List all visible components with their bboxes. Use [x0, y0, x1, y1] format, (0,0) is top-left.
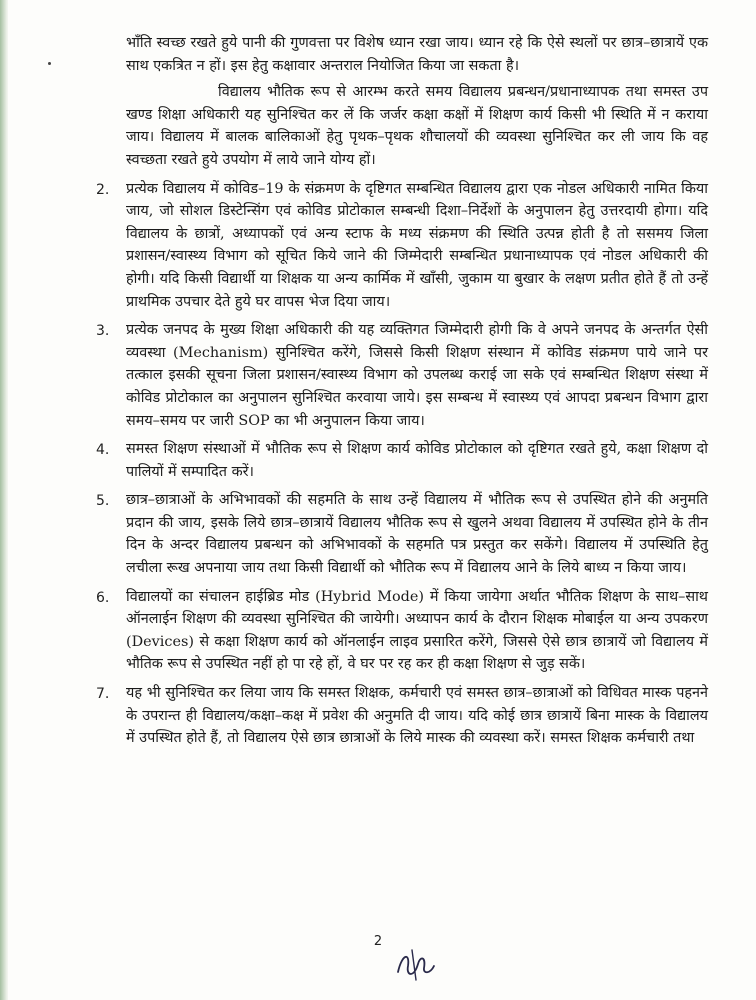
item-text: प्रत्येक विद्यालय में कोविड–19 के संक्रमण के दृष्टिगत सम्बन्धित विद्यालय द्वारा एक नोडल अधिकारी नामित किया जाय, जो सोशल डिस्टेन्सिंग एवं कोविड प्रोटोकाल सम्बन्धी दिशा–निर्देशों के अनुपालन हेतु उत्तरदायी होगा। यदि विद्यालय के छात्रों, अध्यापकों एवं अन्य स्टाफ के मध्य संक्रमण की स्थिति उत्पन्न होती है तो ससमय जिला प्रशासन/स्वास्थ्य विभाग को सूचित किये जाने की जिम्मेदारी सम्बन्धित प्रधानाध्यापक एवं नोडल अधिकारी की होगी। यदि किसी विद्यार्थी या शिक्षक या अन्य कार्मिक में खाँसी, जुकाम या बुखार के लक्षण प्रतीत होते हैं तो उन्हें प्राथमिक उपचार देते हुये घर वापस भेज दिया जाय। [126, 180, 708, 310]
page-edge-stain [0, 0, 8, 1000]
intro-paragraph-2: विद्यालय भौतिक रूप से आरम्भ करते समय विद्यालय प्रबन्धन/प्रधानाध्यापक तथा समस्त उप खण्ड शिक्षा अधिकारी यह सुनिश्चित कर लें कि जर्जर कक्षा कक्षों में शिक्षण कार्य किसी भी स्थिति में न कराया जाय। विद्यालय में बालक बालिकाओं हेतु पृथक–पृथक शौचालयों की व्यवस्था सुनिश्चित कर ली जाय कि वह स्वच्छता रखते हुये उपयोग में लाये जाने योग्य हों। [126, 84, 708, 168]
list-item-4 [96, 438, 708, 483]
page-footer [0, 930, 756, 949]
item-text: छात्र–छात्राओं के अभिभावकों की सहमति के साथ उन्हें विद्यालय में भौतिक रूप से उपस्थित होने की अनुमति प्रदान की जाय, इसके लिये छात्र–छात्रायें विद्यालय भौतिक रूप से खुलने अथवा विद्यालय में उपस्थित होने के तीन दिन के अन्दर विद्यालय प्रबन्धन को अभिभावकों के सहमति पत्र प्रस्तुत कर सकेंगे। विद्यालय में उपस्थिति हेतु लचीला रूख अपनाया जाय तथा किसी विद्यार्थी को भौतिक रूप में विद्यालय आने के लिये बाध्य न किया जाय। [126, 492, 708, 577]
handwritten-signature [392, 944, 438, 984]
item-number: 2. [96, 181, 110, 198]
page-number: 2 [373, 934, 383, 949]
list-item-7 [96, 682, 708, 750]
item-text: प्रत्येक जनपद के मुख्य शिक्षा अधिकारी की यह व्यक्तिगत जिम्मेदारी होगी कि वे अपने जनपद के अन्तर्गत ऐसी व्यवस्था (Mechanism) सुनिश्चित करेंगे, जिससे किसी शिक्षण संस्थान में कोविड संक्रमण पाये जाने पर तत्काल इसकी सूचना जिला प्रशासन/स्वास्थ्य विभाग को उपलब्ध कराई जा सके एवं सम्बन्धित शिक्षण संस्था में कोविड प्रोटोकाल का अनुपालन सुनिश्चित करवाया जाये। इस सम्बन्ध में स्वास्थ्य एवं आपदा प्रबन्धन विभाग द्वारा समय–समय पर जारी SOP का भी अनुपालन किया जाय। [126, 322, 708, 429]
margin-mark [48, 62, 51, 65]
list-item-3 [96, 319, 708, 432]
item-number: 3. [96, 323, 110, 340]
item-number: 5. [96, 493, 110, 510]
item-number: 7. [96, 686, 110, 703]
item-text: समस्त शिक्षण संस्थाओं में भौतिक रूप से शिक्षण कार्य कोविड प्रोटोकाल को दृष्टिगत रखते हुये, कक्षा शिक्षण दो पालियों में सम्पादित करें। [126, 441, 708, 480]
intro-paragraph-1: भाँति स्वच्छ रखते हुये पानी की गुणवत्ता पर विशेष ध्यान रखा जाय। ध्यान रहे कि ऐसे स्थलों पर छात्र–छात्रायें एक साथ एकत्रित न हों। इस हेतु कक्षावार अन्तराल नियोजित किया जा सकता है। [126, 35, 708, 74]
item-text: विद्यालयों का संचालन हाईब्रिड मोड (Hybrid Mode) में किया जायेगा अर्थात भौतिक शिक्षण के साथ–साथ ऑनलाईन शिक्षण की व्यवस्था सुनिश्चित की जायेगी। अध्यापन कार्य के दौरान शिक्षक मोबाईल या अन्य उपकरण (Devices) से कक्षा शिक्षण कार्य को ऑनलाईन लाइव प्रसारित करेंगे, जिससे ऐसे छात्र छात्रायें जो विद्यालय में भौतिक रूप से उपस्थित नहीं हो पा रहे हों, वे घर पर रह कर ही कक्षा शिक्षण से जुड़ सकें। [126, 588, 708, 673]
list-item-6 [96, 586, 708, 676]
document-body [96, 32, 708, 750]
item-text: यह भी सुनिश्चित कर लिया जाय कि समस्त शिक्षक, कर्मचारी एवं समस्त छात्र–छात्राओं को विधिवत मास्क पहनने के उपरान्त ही विद्यालय/कक्षा–कक्ष में प्रवेश की अनुमति दी जाय। यदि कोई छात्र छात्रायें बिना मास्क के विद्यालय में उपस्थित होते हैं, तो विद्यालय ऐसे छात्र छात्राओं के लिये मास्क की व्यवस्था करें। समस्त शिक्षक कर्मचारी तथा [126, 685, 708, 747]
list-item-5 [96, 489, 708, 579]
list-item-2 [96, 178, 708, 314]
item-number: 4. [96, 442, 110, 459]
item-number: 6. [96, 589, 110, 606]
